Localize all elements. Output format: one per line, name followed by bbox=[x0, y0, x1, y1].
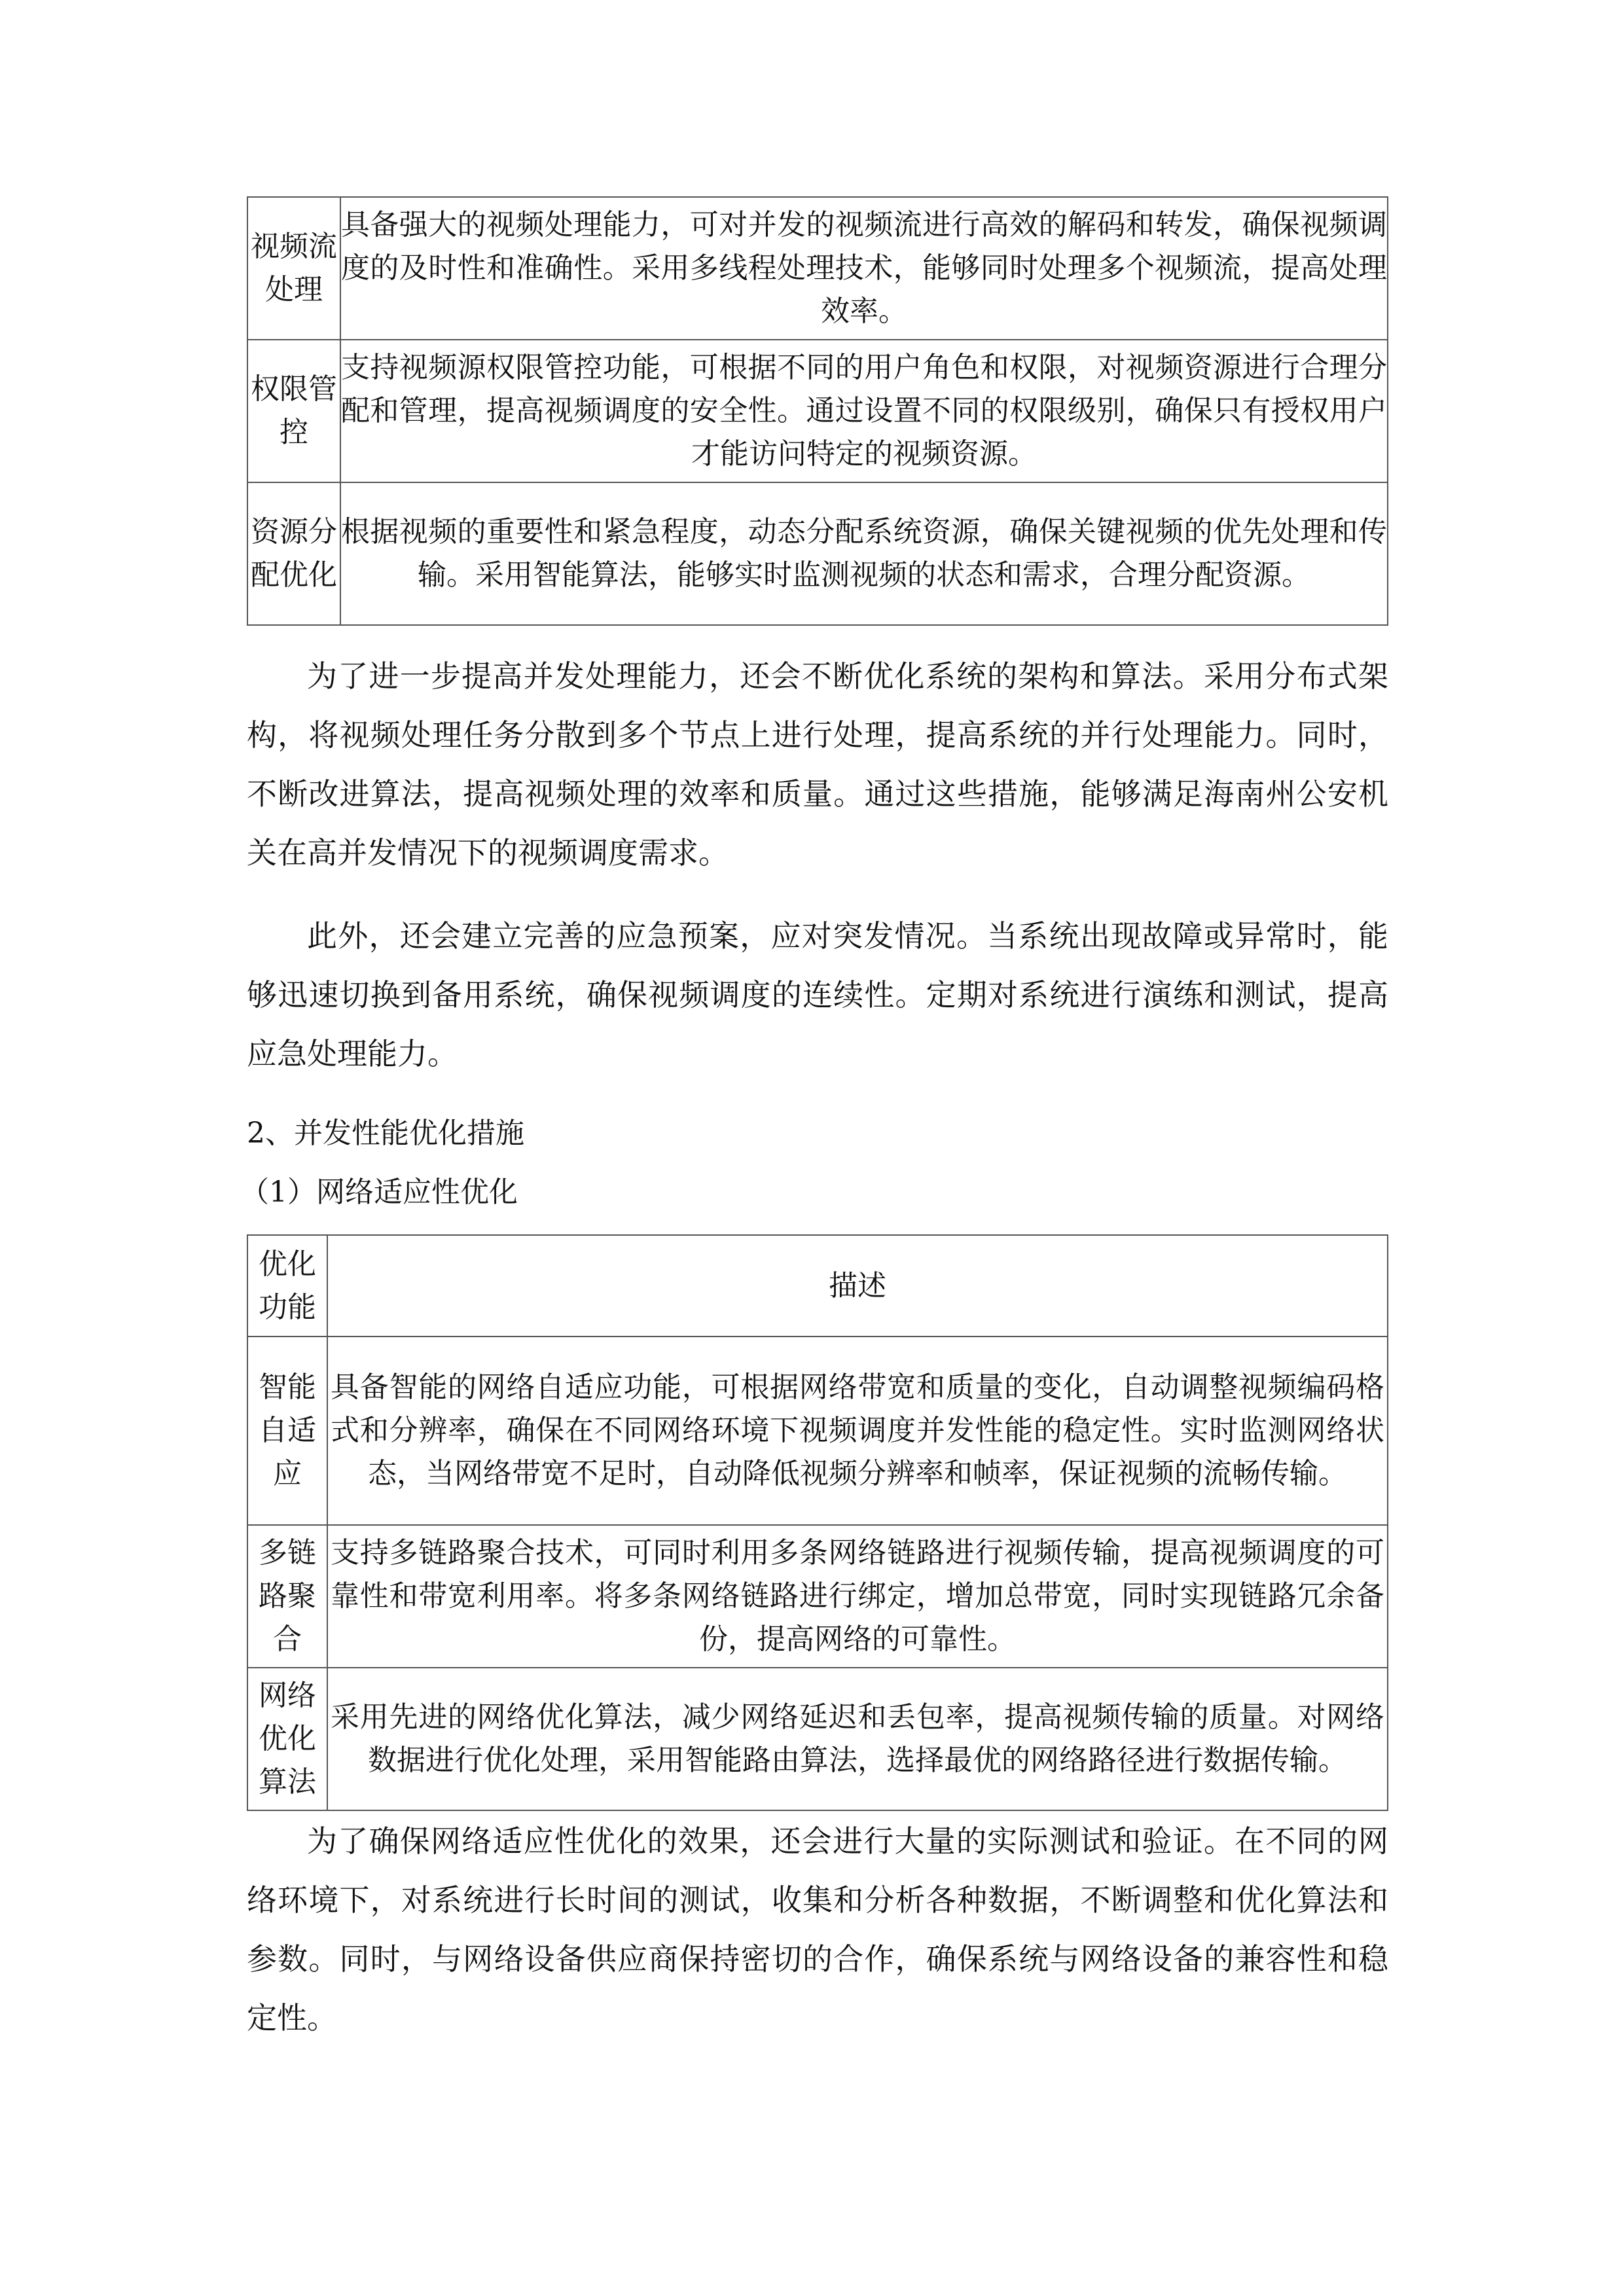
paragraph: 此外，还会建立完善的应急预案，应对突发情况。当系统出现故障或异常时，能够迅速切换到备用系统，确保视频调度的连续性。定期对系统进行演练和测试，提高应急处理能力。 bbox=[247, 918, 1388, 1071]
header-function-cell: 优化功能 bbox=[247, 1235, 327, 1336]
network-optimization-table bbox=[247, 1234, 1388, 1811]
table-row bbox=[247, 1525, 1388, 1668]
table-header-row bbox=[247, 1235, 1388, 1336]
function-name-cell: 智能自适应 bbox=[247, 1336, 327, 1525]
table-row bbox=[247, 1336, 1388, 1525]
paragraph: 为了进一步提高并发处理能力，还会不断优化系统的架构和算法。采用分布式架构，将视频处理任务分散到多个节点上进行处理，提高系统的并行处理能力。同时，不断改进算法，提高视频处理的效率和质量。通过这些措施，能够满足海南州公安机关在高并发情况下的视频调度需求。 bbox=[247, 658, 1388, 870]
video-capability-table bbox=[247, 196, 1388, 626]
subsection-heading: （1）网络适应性优化 bbox=[240, 1175, 518, 1209]
function-description-cell: 支持视频源权限管控功能，可根据不同的用户角色和权限，对视频资源进行合理分配和管理，提高视频调度的安全性。通过设置不同的权限级别，确保只有授权用户才能访问特定的视频资源。 bbox=[340, 340, 1388, 482]
table-row bbox=[247, 1668, 1388, 1810]
function-description-cell: 具备智能的网络自适应功能，可根据网络带宽和质量的变化，自动调整视频编码格式和分辨率，确保在不同网络环境下视频调度并发性能的稳定性。实时监测网络状态，当网络带宽不足时，自动降低视频分辨率和帧率，保证视频的流畅传输。 bbox=[327, 1336, 1388, 1525]
function-name-cell: 资源分配优化 bbox=[247, 482, 340, 625]
function-description-cell: 采用先进的网络优化算法，减少网络延迟和丢包率，提高视频传输的质量。对网络数据进行优化处理，采用智能路由算法，选择最优的网络路径进行数据传输。 bbox=[327, 1668, 1388, 1810]
header-description-cell: 描述 bbox=[327, 1235, 1388, 1336]
table-row bbox=[247, 340, 1388, 482]
function-description-cell: 根据视频的重要性和紧急程度，动态分配系统资源，确保关键视频的优先处理和传输。采用智能算法，能够实时监测视频的状态和需求，合理分配资源。 bbox=[340, 482, 1388, 625]
section-heading: 2、并发性能优化措施 bbox=[247, 1117, 524, 1150]
function-name-cell: 网络优化算法 bbox=[247, 1668, 327, 1810]
function-description-cell: 支持多链路聚合技术，可同时利用多条网络链路进行视频传输，提高视频调度的可靠性和带宽利用率。将多条网络链路进行绑定，增加总带宽，同时实现链路冗余备份，提高网络的可靠性。 bbox=[327, 1525, 1388, 1668]
table-row bbox=[247, 482, 1388, 625]
function-name-cell: 多链路聚合 bbox=[247, 1525, 327, 1668]
function-description-cell: 具备强大的视频处理能力，可对并发的视频流进行高效的解码和转发，确保视频调度的及时性和准确性。采用多线程处理技术，能够同时处理多个视频流，提高处理效率。 bbox=[340, 197, 1388, 340]
function-name-cell: 权限管控 bbox=[247, 340, 340, 482]
paragraph: 为了确保网络适应性优化的效果，还会进行大量的实际测试和验证。在不同的网络环境下，对系统进行长时间的测试，收集和分析各种数据，不断调整和优化算法和参数。同时，与网络设备供应商保持密切的合作，确保系统与网络设备的兼容性和稳定性。 bbox=[247, 1823, 1388, 2036]
function-name-cell: 视频流处理 bbox=[247, 197, 340, 340]
table-row bbox=[247, 197, 1388, 340]
